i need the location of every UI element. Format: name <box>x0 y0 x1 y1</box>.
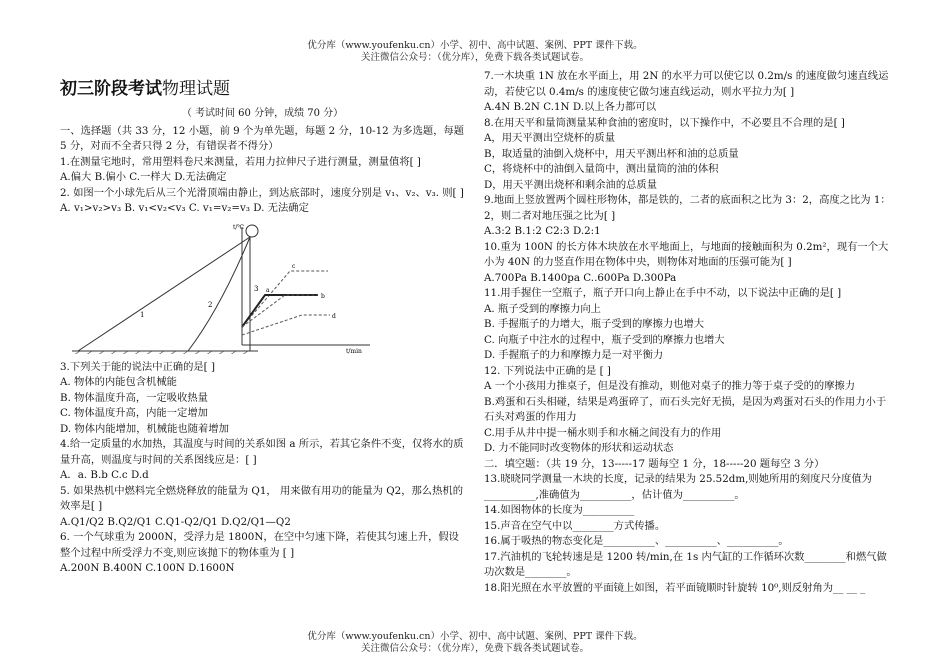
question-line: D. 力不能同时改变物体的形状和运动状态 <box>484 442 674 454</box>
question-line: 6. 一个气球重为 2000N，受浮力是 1800N，在空中匀速下降，若使其匀速上升，假设整个过程中所受浮力不变,则应该抛下的物体重为 [ ] <box>60 531 459 559</box>
question-line: A.偏大 B.偏小 C.一样大 D.无法确定 <box>60 171 227 183</box>
question-line: 1.在测量宅地时，常用塑料卷尺来测量，若用力拉伸尺子进行测量，测量值将[ ] <box>60 155 421 168</box>
footer-line-1: 优分库（www.youfenku.cn）小学、初中、高中试题、案例、PPT 课件下载。 <box>307 631 643 642</box>
x-axis-label: t/min <box>346 347 362 355</box>
curve-c <box>242 271 328 327</box>
question-line: 2. 如图一个小球先后从三个光滑顶端由静止，到达底部时，速度分别是 v₁、v₂、v₃. 则[ ] A. v₁>v₂>v₃ B. v₁<v₂<v₃ C. v₁=v₂=v₃ D. 无法确定 <box>60 186 464 214</box>
title-bold: 初三阶段考试 <box>60 79 162 99</box>
temperature-graph <box>230 219 375 356</box>
right-questions <box>484 69 892 596</box>
curve-label-a: a <box>266 286 270 294</box>
question-line: A. 物体的内能包含机械能 <box>60 376 177 388</box>
ramp-label-2: 2 <box>208 300 213 309</box>
question-line: 一、选择题（共 33 分，12 小题，前 9 个为单先题，每题 2 分，10-12 为多选题，每题 5 分，对而不全者只得 2 分，有错误者不得分） <box>60 124 465 152</box>
question-line: 15.声音在空气中以________方式传播。 <box>484 519 666 532</box>
y-axis-label: t/℃ <box>233 223 245 231</box>
question-line: A 一个小孩用力推桌子，但是没有推动，则他对桌子的推力等于桌子受的的摩擦力 <box>484 380 856 392</box>
exam-subtitle: （ 考试时间 60 分钟，成绩 70 分） <box>181 108 344 119</box>
question-line: 8.在用天平和量筒测量某种食油的密度时，以下操作中，不必要且不合理的是[ ] <box>484 116 845 129</box>
question-line: D. 物体内能增加，机械能也随着增加 <box>60 422 229 435</box>
question-line: A．a. B.b C.c D.d <box>60 469 149 481</box>
footer-line-2: 关注微信公众号：（优分库），免费下载各类试题试卷。 <box>360 643 589 654</box>
question-line: A.4N B.2N C.1N D.以上各力都可以 <box>484 101 657 113</box>
question-line: 9.地面上竖放置两个圆柱形物体，都是铁的，二者的底面积之比为 3：2，高度之比为 1：2，则二者对地压强之比为[ ] <box>484 194 891 222</box>
question-line: 14.如图物体的长度为__________ <box>484 504 635 516</box>
ramp-label-1: 1 <box>140 310 145 319</box>
question-line: A.3:2 B.1:2 C2:3 D.2:1 <box>484 225 601 237</box>
right-column <box>484 69 892 596</box>
page-title <box>60 78 465 100</box>
question-line: 12. 下列说法中正确的是 [ ] <box>484 364 611 377</box>
question-line: A.700Pa B.1400pa C..600Pa D.300Pa <box>484 271 677 284</box>
question-line: 7.一木块重 1N 放在水平面上，用 2N 的水平力可以使它以 0.2m/s 的速度做匀速直线运动，若使它以 0.4m/s 的速度使它做匀速直线运动，则水平拉力为[ ] <box>484 70 889 98</box>
ramp-label-3: 3 <box>254 284 259 293</box>
question-line: B，取适量的油倒入烧杯中，用天平测出杯和油的总质量 <box>484 147 739 160</box>
question-line: C.用手从井中提一桶水则手和水桶之间没有力的作用 <box>484 426 722 439</box>
question-line: 二．填空题：（共 19 分，13-----17 题每空 1 分，18-----20 题每空 3 分） <box>484 457 825 470</box>
question-line: 4.给一定质量的水加热，其温度与时间的关系如图 a 所示，若其它条件不变，仅将水的质量升高，则温度与时间的关系图线应是：[ ] <box>60 438 464 466</box>
ramp-1 <box>78 237 250 351</box>
question-line: D，用天平测出烧杯和剩余油的总质量 <box>484 178 658 191</box>
question-line: 10.重为 100N 的长方体木块放在水平地面上，与地面的接触面积为 0.2m²，现有一个大小为 40N 的力竖直作用在物体中央，则物体对地面的压强可能为[ ] <box>484 240 889 268</box>
question-line: 16.属于吸热的物态变化是__________、__________、__________。 <box>484 535 789 547</box>
header-line-1: 优分库（www.youfenku.cn）小学、初中、高中试题、案例、PPT 课件下载。 <box>307 40 643 51</box>
title-rest: 物理试题 <box>162 79 230 99</box>
figures <box>60 219 465 356</box>
curve-label-c: c <box>292 262 296 270</box>
curve-d <box>242 315 330 335</box>
question-line: A.Q1/Q2 B.Q2/Q1 C.Q1-Q2/Q1 D.Q2/Q1—Q2 <box>60 515 291 528</box>
question-line: B. 物体温度升高，一定吸收热量 <box>60 391 208 404</box>
question-line: C，将烧杯中的油倒入量筒中，测出量筒的油的体积 <box>484 163 719 175</box>
question-line: B.鸡蛋和石头相碰，结果是鸡蛋碎了，而石头完好无损，是因为鸡蛋对石头的作用力小于石头对鸡蛋的作用力 <box>484 395 887 423</box>
question-line: B. 手握瓶子的力增大，瓶子受到的摩擦力也增大 <box>484 318 705 330</box>
question-line: A. 瓶子受到的摩擦力向上 <box>484 302 601 315</box>
questions-after-figure <box>60 360 465 577</box>
question-line: D. 手握瓶子的力和摩擦力是一对平衡力 <box>484 349 664 361</box>
question-line: 18.阳光照在水平放置的平面镜上如图，若平面镜顺时针旋转 10⁰,则反射角为__ __ _ <box>484 581 866 594</box>
curve-label-b: b <box>321 292 325 300</box>
page-header <box>0 40 950 64</box>
header-line-2: 关注微信公众号：（优分库），免费下载各类试题试卷。 <box>360 52 589 63</box>
questions-before-figure <box>60 124 465 217</box>
page-footer <box>0 631 950 655</box>
question-line: 17.汽油机的飞轮转速是是 1200 转/min,在 1s 内气缸的工作循环次数________和燃气做功次数是________。 <box>484 550 887 578</box>
question-line: A，用天平测出空烧杯的质量 <box>484 132 615 144</box>
question-line: A.200N B.400N C.100N D.1600N <box>60 562 235 574</box>
curve-label-d: d <box>332 312 336 320</box>
question-line: 5. 如果热机中燃料完全燃烧释放的能量为 Q1， 用来做有用功的能量为 Q2，那么热机的效率是[ ] <box>60 484 463 512</box>
left-column <box>60 78 465 577</box>
question-line: 3.下列关于能的说法中正确的是[ ] <box>60 360 215 373</box>
question-line: C. 向瓶子中注水的过程中，瓶子受到的摩擦力也增大 <box>484 333 725 346</box>
question-line: C. 物体温度升高，内能一定增加 <box>60 407 208 419</box>
question-line: 13.晓晓同学测量一木块的长度，记录的结果为 25.52dm,则她所用的刻度尺分度值为__________,准确值为__________，估计值为__________。 <box>484 473 872 501</box>
question-line: 11.用手握住一空瓶子，瓶子开口向上静止在手中不动，以下说法中正确的是[ ] <box>484 287 842 299</box>
